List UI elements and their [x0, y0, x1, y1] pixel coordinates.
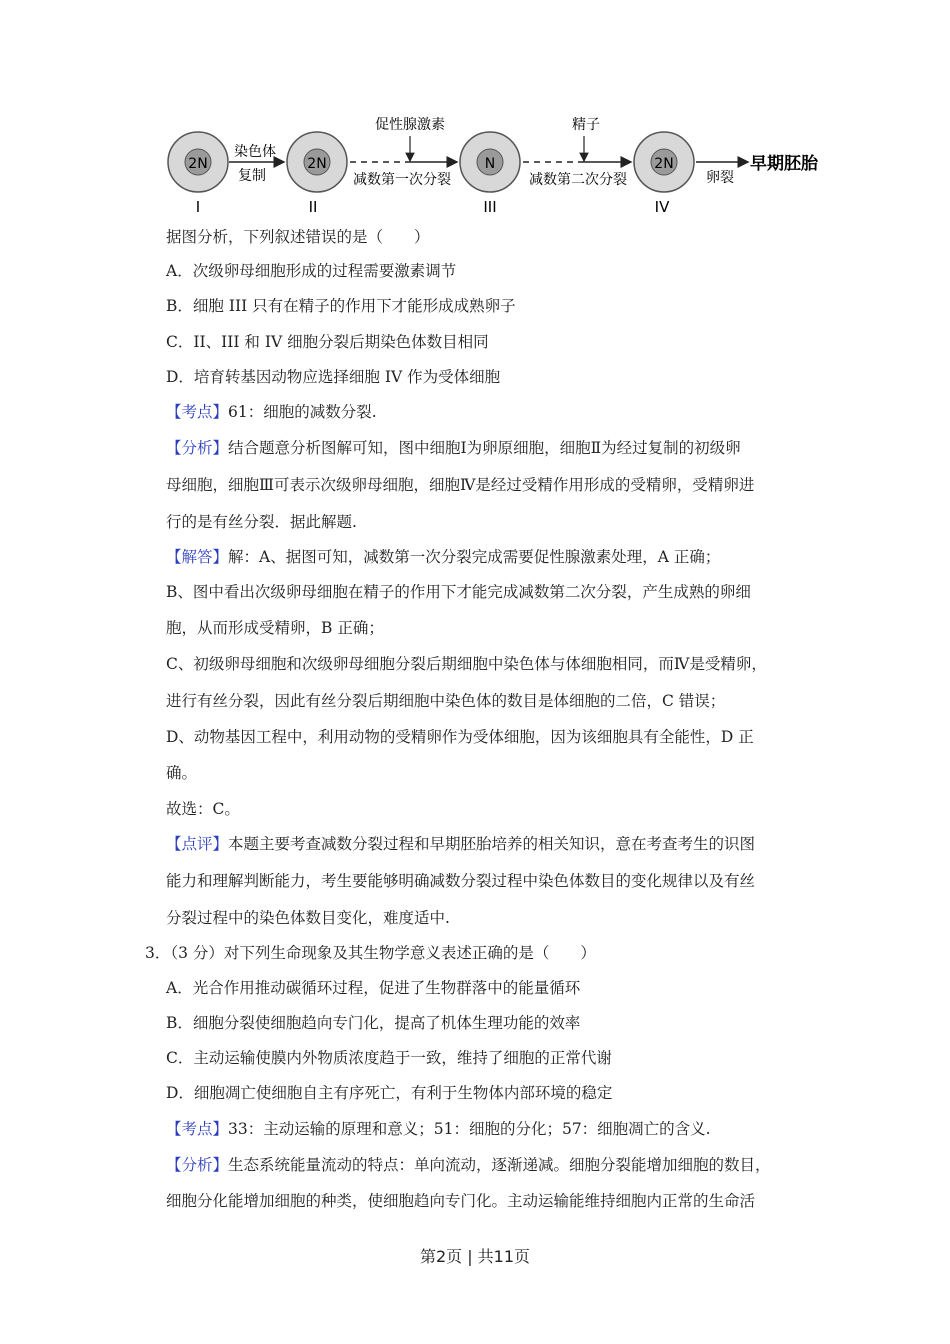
svg-text:减数第一次分裂: 减数第一次分裂 [353, 172, 451, 188]
svg-text:N: N [484, 156, 496, 172]
cell-3 [460, 132, 520, 216]
line-text: 确。 [166, 764, 198, 782]
line-text: A．次级卵母细胞形成的过程需要激素调节 [166, 262, 457, 280]
svg-text:2N: 2N [307, 156, 327, 172]
svg-text:减数第二次分裂: 减数第二次分裂 [529, 172, 627, 188]
line-text: 细胞分化能增加细胞的种类，使细胞趋向专门化。主动运输能维持细胞内正常的生命活 [166, 1192, 756, 1210]
text-line [166, 367, 500, 387]
line-text: B．细胞 III 只有在精子的作用下才能形成成熟卵子 [166, 297, 516, 315]
text-line [166, 547, 720, 567]
text-line [166, 834, 755, 854]
svg-text:I: I [195, 198, 201, 216]
cell-2 [287, 132, 347, 216]
line-text: 3．（3 分）对下列生命现象及其生物学意义表述正确的是（ ） [145, 944, 596, 962]
svg-text:复制: 复制 [238, 168, 266, 184]
line-text: 能力和理解判断能力，考生要能够明确减数分裂过程中染色体数目的变化规律以及有丝 [166, 872, 756, 890]
svg-text:染色体: 染色体 [234, 144, 276, 160]
svg-text:IV: IV [654, 198, 670, 216]
svg-text:III: III [483, 198, 497, 216]
text-line [166, 512, 357, 532]
line-text: 胞，从而形成受精卵，B 正确； [166, 619, 384, 637]
text-line [166, 332, 489, 352]
line-text: C．主动运输使膜内外物质浓度趋于一致，维持了细胞的正常代谢 [166, 1049, 612, 1067]
page-footer: 第2页 | 共11页 [419, 1247, 531, 1266]
line-text: 33：主动运输的原理和意义；51：细胞的分化；57：细胞凋亡的含义. [228, 1120, 711, 1138]
text-line [166, 691, 725, 711]
svg-text:卵裂: 卵裂 [706, 170, 734, 186]
svg-text:早期胚胎: 早期胚胎 [750, 154, 818, 174]
line-text: D、动物基因工程中，利用动物的受精卵作为受体细胞，因为该细胞具有全能性，D 正 [166, 728, 754, 746]
text-line [166, 227, 430, 247]
line-text: 解：A、据图可知，减数第一次分裂完成需要促性腺激素处理，A 正确； [228, 548, 721, 566]
line-text: B、图中看出次级卵母细胞在精子的作用下才能完成减数第二次分裂，产生成熟的卵细 [166, 583, 751, 601]
text-line [166, 654, 767, 674]
line-text: C．II、III 和 IV 细胞分裂后期染色体数目相同 [166, 333, 489, 351]
text-line [166, 1083, 612, 1103]
svg-text:精子: 精子 [572, 117, 600, 133]
svg-text:2N: 2N [188, 156, 208, 172]
text-line [166, 296, 516, 316]
text-line [166, 1191, 755, 1211]
text-line [166, 438, 741, 458]
arrow-meiosis-1 [350, 116, 457, 188]
text-line [166, 978, 580, 998]
text-line [166, 799, 240, 819]
arrow-cleavage [696, 153, 819, 186]
section-tag: 【分析】 [166, 439, 229, 457]
text-line [166, 475, 754, 495]
line-text: 据图分析，下列叙述错误的是（ ） [166, 228, 430, 246]
text-line [166, 261, 456, 281]
svg-text:II: II [308, 198, 318, 216]
svg-text:促性腺激素: 促性腺激素 [375, 117, 445, 133]
line-text: 生态系统能量流动的特点：单向流动，逐渐递减。细胞分裂能增加细胞的数目， [228, 1156, 771, 1174]
section-tag: 【解答】 [166, 548, 229, 566]
line-text: A．光合作用推动碳循环过程，促进了生物群落中的能量循环 [166, 979, 581, 997]
svg-text:2N: 2N [654, 156, 674, 172]
line-text: 本题主要考查减数分裂过程和早期胚胎培养的相关知识，意在考查考生的识图 [228, 835, 756, 853]
section-tag: 【点评】 [166, 835, 229, 853]
line-text: 进行有丝分裂，因此有丝分裂后期细胞中染色体的数目是体细胞的二倍，C 错误； [166, 692, 726, 710]
text-line [166, 1048, 612, 1068]
line-text: 故选：C。 [166, 800, 240, 818]
arrow-meiosis-2 [523, 116, 631, 188]
text-line [166, 1119, 711, 1139]
text-line [166, 582, 751, 602]
text-line [166, 908, 450, 928]
section-tag: 【考点】 [166, 1120, 229, 1138]
arrow-replication [229, 143, 284, 184]
section-tag: 【分析】 [166, 1156, 229, 1174]
line-text: 61：细胞的减数分裂. [228, 403, 377, 421]
text-line [166, 1013, 580, 1033]
line-text: D．细胞凋亡使细胞自主有序死亡，有利于生物体内部环境的稳定 [166, 1084, 613, 1102]
line-text: D．培育转基因动物应选择细胞 IV 作为受体细胞 [166, 368, 501, 386]
text-line [166, 871, 755, 891]
cell-4 [634, 132, 694, 216]
line-text: C、初级卵母细胞和次级卵母细胞分裂后期细胞中染色体与体细胞相同，而Ⅳ是受精卵， [166, 655, 767, 673]
text-line [166, 402, 377, 422]
question-line [145, 943, 596, 963]
meiosis-diagram [150, 108, 840, 220]
line-text: 结合题意分析图解可知，图中细胞Ⅰ为卵原细胞，细胞Ⅱ为经过复制的初级卵 [228, 439, 741, 457]
text-line [166, 727, 754, 747]
line-text: B．细胞分裂使细胞趋向专门化，提高了机体生理功能的效率 [166, 1014, 581, 1032]
cell-1 [168, 132, 228, 216]
text-line [166, 763, 197, 783]
text-line [166, 1155, 771, 1175]
line-text: 分裂过程中的染色体数目变化，难度适中. [166, 909, 450, 927]
line-text: 行的是有丝分裂．据此解题. [166, 513, 357, 531]
text-line [166, 618, 384, 638]
line-text: 母细胞，细胞Ⅲ可表示次级卵母细胞，细胞Ⅳ是经过受精作用形成的受精卵，受精卵进 [166, 476, 755, 494]
section-tag: 【考点】 [166, 403, 229, 421]
